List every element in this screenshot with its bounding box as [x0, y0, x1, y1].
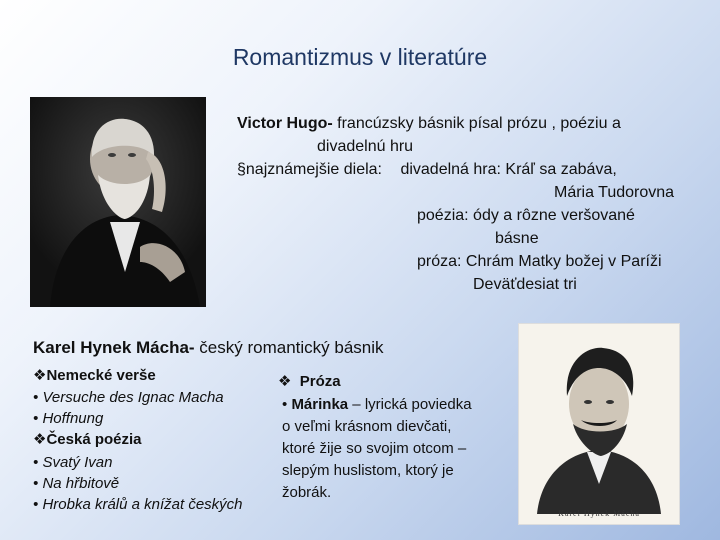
prose-item-line-5: žobrák.	[282, 484, 332, 501]
hugo-description-line-2: divadelnú hru	[317, 138, 414, 155]
macha-portrait	[518, 323, 680, 525]
list-item: • Svatý Ivan	[33, 454, 113, 471]
portrait-caption: Karel Hynek Mácha	[558, 509, 640, 518]
hugo-works-line	[237, 158, 617, 181]
dot-bullet-icon: •	[33, 454, 39, 471]
list-item: • Na hřbitově	[33, 475, 120, 492]
hugo-description: francúzsky básnik písal prózu , poéziu a	[332, 115, 621, 132]
victor-hugo-portrait	[30, 97, 206, 307]
dot-bullet-icon: •	[33, 496, 39, 513]
hugo-description-line-1	[237, 112, 621, 135]
dot-bullet-icon: •	[33, 475, 39, 492]
prose-heading: ❖ Próza	[278, 372, 341, 390]
macha-name: Karel Hynek Mácha-	[33, 338, 195, 357]
hugo-name: Victor Hugo-	[237, 115, 333, 132]
hugo-prose: próza: Chrám Matky božej v Paríži	[417, 253, 662, 270]
czech-poetry-heading: ❖Česká poézia	[33, 430, 142, 448]
macha-heading	[33, 338, 384, 358]
diamond-bullet-icon: ❖	[33, 366, 47, 384]
section-bullet-icon: §	[237, 161, 246, 178]
diamond-bullet-icon: ❖	[278, 372, 292, 390]
macha-description: český romantický básnik	[194, 338, 384, 357]
list-item: • Hrobka králů a knížat českých	[33, 496, 243, 513]
hugo-poetry: poézia: ódy a rôzne veršované	[417, 207, 635, 224]
hugo-prose-2: Deväťdesiat tri	[473, 276, 577, 293]
hugo-poetry-2: básne	[495, 230, 539, 247]
hugo-works-label: najznámejšie diela:	[245, 161, 382, 178]
diamond-bullet-icon: ❖	[33, 430, 47, 448]
prose-item-line-3: ktoré žije so svojim otcom –	[282, 440, 467, 457]
list-item: • Versuche des Ignac Macha	[33, 389, 224, 406]
hugo-drama-2: Mária Tudorovna	[554, 184, 675, 201]
dot-bullet-icon: •	[282, 396, 288, 413]
slide-title: Romantizmus v literatúre	[232, 44, 488, 70]
dot-bullet-icon: •	[33, 410, 39, 427]
prose-item-line-1: • Márinka – lyrická poviedka	[282, 396, 472, 413]
hugo-drama: divadelná hra: Kráľ sa zabáva,	[400, 161, 617, 178]
list-item: • Hoffnung	[33, 410, 104, 427]
prose-item-line-2: o veľmi krásnom dievčati,	[282, 418, 452, 435]
german-verses-heading: ❖Nemecké verše	[33, 366, 156, 384]
prose-item-line-4: slepým huslistom, ktorý je	[282, 462, 454, 479]
dot-bullet-icon: •	[33, 389, 39, 406]
